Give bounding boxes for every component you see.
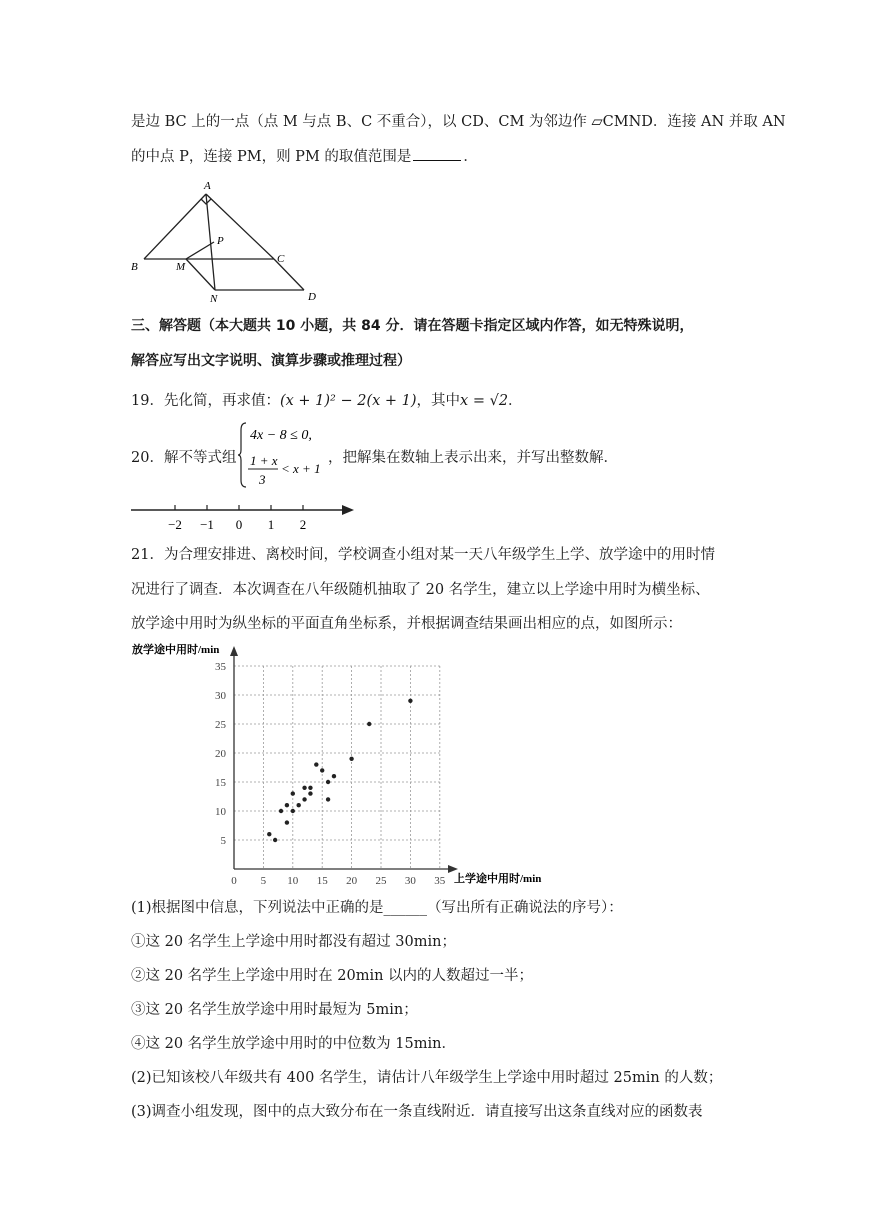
q20-prefix: 20．解不等式组 — [131, 450, 237, 466]
scatter-point — [285, 803, 289, 807]
q19 — [131, 391, 523, 411]
scatter-point — [332, 774, 336, 778]
x-tick-label: 20 — [346, 875, 358, 887]
scatter-chart — [128, 640, 568, 895]
q21-option-3: ③这 20 名学生放学途中用时最短为 5min； — [131, 1002, 418, 1018]
x-tick-label: 35 — [434, 875, 446, 887]
edge-mn — [186, 259, 215, 290]
q19-mid: ，其中 — [416, 393, 461, 409]
x-tick-label: 0 — [231, 875, 237, 887]
section3-heading-line1: 三、解答题（本大题共 10 小题，共 84 分．请在答题卡指定区域内作答，如无特殊说明， — [131, 318, 694, 334]
label-d: D — [308, 291, 316, 303]
x-tick-label: 5 — [260, 875, 267, 887]
x-axis-label: 上学途中用时/min — [454, 873, 542, 885]
edge-ac — [206, 194, 274, 259]
inequality-2-rhs: < x + 1 — [281, 461, 321, 476]
scatter-point — [291, 809, 295, 813]
q18-line2-end: ． — [463, 149, 478, 165]
inequality-2-numerator: 1 + x — [250, 453, 278, 468]
q19-prefix: 19．先化简，再求值： — [131, 393, 280, 409]
number-line-tick-label: 1 — [267, 517, 275, 532]
scatter-point — [285, 820, 289, 824]
number-line-tick-label: 0 — [235, 517, 243, 532]
q21-part2: (2)已知该校八年级共有 400 名学生，请估计八年级学生上学途中用时超过 25min 的人数； — [131, 1070, 723, 1086]
scatter-point — [273, 838, 277, 842]
scatter-point — [308, 786, 312, 790]
inequality-2-denominator: 3 — [259, 472, 266, 487]
q21-line1: 21．为合理安排进、离校时间，学校调查小组对某一天八年级学生上学、放学途中的用时情 — [131, 547, 715, 563]
scatter-point — [326, 780, 330, 784]
y-tick-label: 15 — [215, 777, 226, 789]
q18-line1: 是边 BC 上的一点（点 M 与点 B、C 不重合），以 CD、CM 为邻边作 ▱CMND．连接 AN 并取 AN — [131, 114, 786, 130]
scatter-point — [349, 757, 353, 761]
scatter-point — [267, 832, 271, 836]
scatter-point — [302, 786, 306, 790]
scatter-point — [326, 797, 330, 801]
label-p: P — [217, 235, 224, 247]
y-tick-label: 25 — [215, 719, 226, 731]
q18-geometry-figure — [128, 178, 328, 306]
q21-option-1: ①这 20 名学生上学途中用时都没有超过 30min； — [131, 934, 456, 950]
q21-line2: 况进行了调查．本次调查在八年级随机抽取了 20 名学生，建立以上学途中用时为横坐标、 — [131, 582, 710, 598]
scatter-point — [279, 809, 283, 813]
x-tick-label: 25 — [375, 875, 387, 887]
q21-option-2: ②这 20 名学生上学途中用时在 20min 以内的人数超过一半； — [131, 968, 534, 984]
number-line — [128, 498, 358, 534]
q21-part3: (3)调查小组发现，图中的点大致分布在一条直线附近．请直接写出这条直线对应的函数表 — [131, 1104, 703, 1120]
number-line-tick-label: 2 — [299, 517, 307, 532]
q18-line2-text: 的中点 P，连接 PM，则 PM 的取值范围是 — [131, 149, 412, 165]
y-tick-label: 35 — [215, 661, 226, 673]
q21-option-4: ④这 20 名学生放学途中用时的中位数为 15min． — [131, 1036, 456, 1052]
scatter-point — [302, 797, 306, 801]
label-a: A — [204, 180, 211, 192]
inequality-1: 4x − 8 ≤ 0, — [250, 428, 312, 443]
number-line-tick-label: −2 — [168, 517, 182, 532]
scatter-point — [308, 791, 312, 795]
q19-value: x = √2 — [460, 393, 509, 409]
scatter-point — [291, 791, 295, 795]
scatter-point — [408, 699, 412, 703]
number-line-tick-label: −1 — [200, 517, 214, 532]
label-b: B — [131, 261, 138, 273]
y-tick-label: 10 — [215, 806, 226, 818]
section3-heading-line2: 解答应写出文字说明、演算步骤或推理过程） — [131, 353, 411, 369]
y-tick-label: 5 — [220, 835, 226, 847]
scatter-point — [296, 803, 300, 807]
q19-suffix: ． — [508, 393, 523, 409]
q18-line2 — [131, 146, 478, 167]
number-line-arrow — [342, 505, 354, 515]
label-n: N — [210, 293, 218, 305]
x-axis-arrow — [448, 865, 458, 873]
q21-part1: (1)根据图中信息，下列说法中正确的是______（写出所有正确说法的序号）： — [131, 900, 623, 916]
edge-ab — [144, 194, 206, 259]
y-tick-label: 30 — [215, 690, 226, 702]
scatter-point — [320, 768, 324, 772]
system-brace — [238, 423, 246, 487]
y-axis-arrow — [230, 646, 238, 656]
segment-pm — [186, 242, 214, 259]
q21-line3: 放学途中用时为纵坐标的平面直角坐标系，并根据调查结果画出相应的点，如图所示： — [131, 616, 682, 632]
answer-blank — [413, 146, 461, 161]
label-m: M — [176, 261, 186, 273]
label-c: C — [277, 253, 285, 265]
q20-suffix: ，把解集在数轴上表示出来，并写出整数解． — [328, 450, 618, 466]
x-tick-label: 15 — [316, 875, 328, 887]
scatter-point — [314, 762, 318, 766]
y-axis-label: 放学途中用时/min — [132, 644, 220, 656]
x-tick-label: 10 — [287, 875, 299, 887]
scatter-point — [367, 722, 371, 726]
x-tick-label: 30 — [404, 875, 416, 887]
q19-expression: (x + 1)² − 2(x + 1) — [279, 393, 417, 409]
y-tick-label: 20 — [215, 748, 226, 760]
